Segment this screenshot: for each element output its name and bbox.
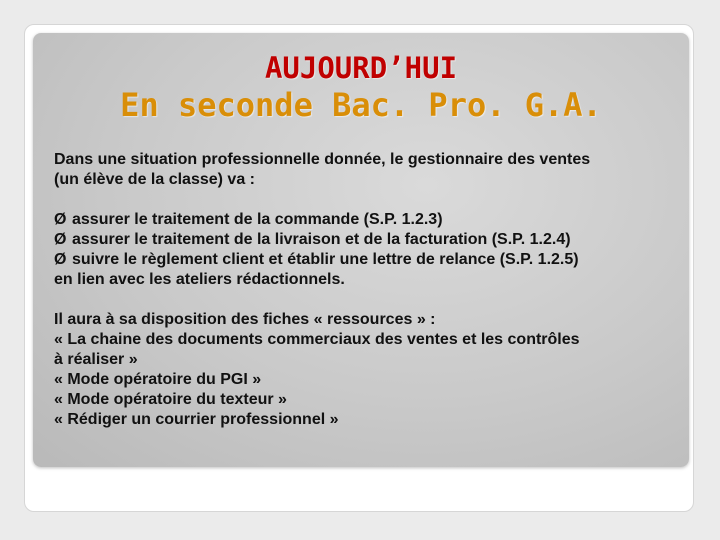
resources-line: à réaliser » — [54, 351, 138, 368]
spacer — [54, 290, 684, 310]
resources-line: « La chaine des documents commerciaux des ventes et les contrôles — [54, 331, 580, 348]
bullet-text: assurer le traitement de la commande (S.P. 1.2.3) — [72, 211, 443, 228]
arrow-bullet-icon: Ø — [54, 211, 67, 228]
slide-body — [54, 150, 684, 430]
bullet-item — [54, 230, 684, 250]
resources-line: « Rédiger un courrier professionnel » — [54, 411, 339, 428]
spacer — [54, 190, 684, 210]
bullet-item — [54, 210, 684, 230]
resources-line: « Mode opératoire du PGI » — [54, 371, 262, 388]
bullet-text: assurer le traitement de la livraison et de la facturation (S.P. 1.2.4) — [72, 231, 571, 248]
intro-line: (un élève de la classe) va : — [54, 171, 255, 188]
bullet-item — [54, 250, 684, 270]
bullets-tail: en lien avec les ateliers rédactionnels. — [54, 271, 345, 288]
slide-title: AUJOURD’HUI — [264, 51, 458, 85]
arrow-bullet-icon: Ø — [54, 231, 67, 248]
arrow-bullet-icon: Ø — [54, 251, 67, 268]
resources-line: « Mode opératoire du texteur » — [54, 391, 287, 408]
intro-line: Dans une situation professionnelle donnée, le gestionnaire des ventes — [54, 151, 591, 168]
resources-line: Il aura à sa disposition des fiches « ressources » : — [54, 311, 436, 328]
slide-subtitle: En seconde Bac. Pro. G.A. — [120, 86, 602, 124]
bullet-text: suivre le règlement client et établir une lettre de relance (S.P. 1.2.5) — [72, 251, 579, 268]
